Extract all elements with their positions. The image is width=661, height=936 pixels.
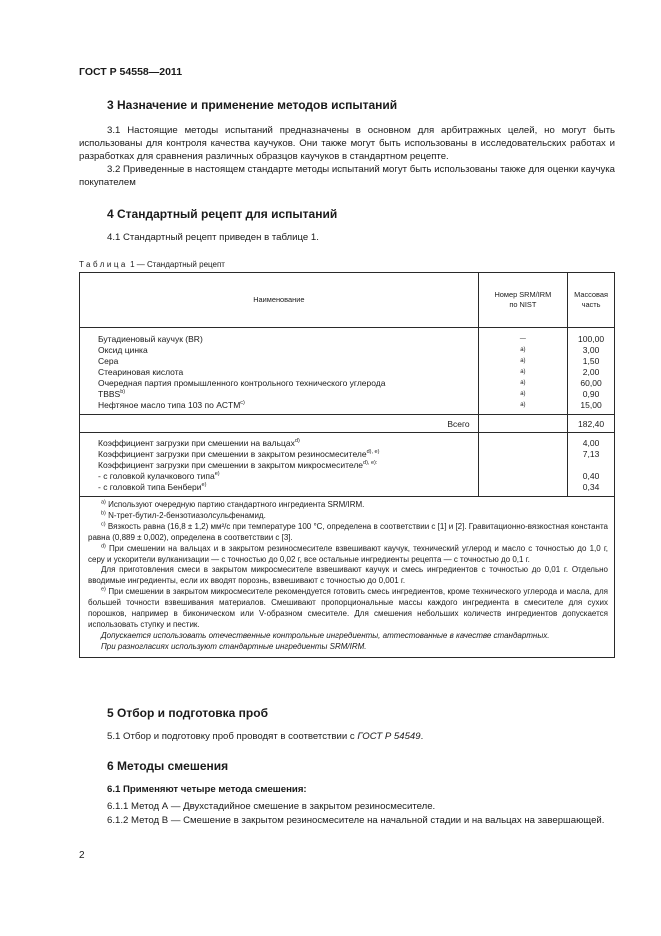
section-5-title: 5 Отбор и подготовка проб (107, 706, 269, 720)
ingredient-refs (479, 334, 567, 411)
factor-value: 4,00 (582, 438, 600, 448)
ingredient-name: Стеариновая кислота (98, 367, 184, 377)
ingredient-name: TBBS$^{b)}$ (98, 389, 126, 399)
paragraph-5-1: 5.1 Отбор и подготовку проб проводят в соответствии с ГОСТ Р 54549. (107, 731, 424, 742)
recipe-table (79, 272, 615, 658)
factor-name: - с головкой кулачкового типа$^{e)}$ (98, 471, 220, 481)
ingredients-row (80, 328, 615, 415)
table-footnotes (80, 497, 615, 658)
ingredient-value: 60,00 (580, 378, 602, 388)
paragraph-3-2: 3.2 Приведенные в настоящем стандарте методы испытаний могут быть использованы также для оценки каучука покупателем (79, 164, 615, 188)
total-row (80, 415, 615, 433)
section-3-title: 3 Назначение и применение методов испытаний (107, 98, 398, 112)
ingredient-ref: а) (520, 369, 526, 375)
footnote-d-continued: Для приготовления смеси в закрытом микросмесителе взвешивают каучук и смесь ингредиентов с точностью до 0,01 г. Отдельно вводимые ингредиенты, если их вводят порознь, взвешивают с точностью до 0,001 г. (88, 565, 608, 586)
ingredient-name: Очередная партия промышленного контрольного технического углерода (98, 378, 386, 388)
ingredient-ref: а) (520, 380, 526, 386)
factor-value: 7,13 (582, 449, 600, 459)
column-header-srm: Номер SRM/IRM по NIST (478, 273, 567, 328)
ingredient-name: Нефтяное масло типа 103 по ACTM$^{c)}$ (98, 400, 245, 410)
standard-reference: ГОСТ Р 54549 (357, 731, 421, 742)
factor-name: Коэффициент загрузки при смешении в закрытом микросмесителе$^{d), e):}$ (98, 460, 378, 470)
factor-value: 0,40 (582, 471, 600, 481)
factors-row (80, 433, 615, 497)
ingredient-values (568, 334, 614, 411)
total-value: 182,40 (578, 418, 605, 429)
ingredient-ref: а) (520, 402, 526, 408)
footnote-c: $^{c)}$ Вязкость равна (16,8 ± 1,2) мм²/с при температуре 100 °С, определена в соответствии с [1] и [2]. Гравитационно-вязкостная константа равна (0,889 ± 0,002), определена в соответствии с [3]. (88, 521, 608, 542)
footnotes-row (80, 497, 615, 658)
page-number: 2 (79, 850, 85, 861)
ingredient-name: Сера (98, 356, 119, 366)
paragraph-6-1-1: 6.1.1 Метод А — Двухстадийное смешение в закрытом резиносмесителе. (107, 801, 436, 812)
ingredient-name: Оксид цинка (98, 345, 148, 355)
factor-value (568, 460, 614, 471)
factor-name: Коэффициент загрузки при смешении в закрытом резиносмесителе$^{d), e)}$ (98, 449, 380, 459)
ingredient-ref: а) (520, 358, 526, 364)
table-caption: Таблица 1 — Стандартный рецепт (79, 260, 225, 269)
ingredient-value: 15,00 (580, 400, 602, 410)
footnote-note-2: При разногласиях используют стандартные ингредиенты SRM/IRM. (101, 641, 367, 651)
ingredient-name: Бутадиеновый каучук (BR) (98, 334, 203, 344)
ingredient-value: 1,50 (582, 356, 600, 366)
paragraph-6-1: 6.1 Применяют четыре метода смешения: (107, 784, 307, 795)
ingredient-names (98, 334, 478, 411)
footnote-b: $^{b)}$ N-трет-бутил-2-бензотиазолсульфенамид. (101, 510, 266, 520)
paragraph-6-1-2: 6.1.2 Метод В — Смешение в закрытом резиносмесителе на начальной стадии и на вальцах на завершающей. (107, 815, 605, 826)
ingredient-value: 0,90 (582, 389, 600, 399)
ingredient-value: 100,00 (578, 334, 605, 344)
section-4-title: 4 Стандартный рецепт для испытаний (107, 207, 338, 221)
factor-values (568, 438, 614, 493)
factor-name: Коэффициент загрузки при смешении на вальцах$^{d)}$ (98, 438, 300, 448)
column-header-mass: Массовая часть (568, 273, 615, 328)
column-header-name: Наименование (80, 273, 479, 328)
ingredient-value: 3,00 (582, 345, 600, 355)
footnote-e: $^{e)}$ При смешении в закрытом микросмесителе рекомендуется готовить смесь ингредиентов, кроме технического углерода и масла, для большей точности взвешивания материалов. Смешивают пропорциональные массы каждого ингредиента в смесителе для сухих порошков, например в биконическом или V-образном смесителе. Для смешения небольших количеств ингредиентов допускается использовать ступку и пестик. (88, 586, 608, 629)
paragraph-4-1: 4.1 Стандартный рецепт приведен в таблице 1. (107, 232, 319, 243)
total-label: Всего (447, 418, 470, 429)
ingredient-ref: а) (520, 391, 526, 397)
paragraph-3-1: 3.1 Настоящие методы испытаний предназначены в основном для арбитражных целей, но могут быть использованы для контроля качества каучуков. Они также могут быть использованы в исследовательских работах и разработках для сравнения различных образцов каучуков в стандартном рецепте. (79, 125, 615, 162)
ingredient-ref: — (519, 336, 526, 342)
footnote-note-1: Допускается использовать отечественные контрольные ингредиенты, аттестованные в качестве стандартных. (101, 630, 550, 640)
factor-names (98, 438, 478, 493)
factor-name: - с головкой типа Бенбери$^{e)}$ (98, 482, 207, 492)
footnote-a: $^{а)}$ Используют очередную партию стандартного ингредиента SRM/IRM. (101, 499, 365, 509)
factor-value: 0,34 (582, 482, 600, 492)
ingredient-value: 2,00 (582, 367, 600, 377)
footnote-d: $^{d)}$ При смешении на вальцах и в закрытом резиносмесителе взвешивают каучук, технический углерод и масло с точностью до 1,0 г, серу и ускорители вулканизации — с точностью до 0,02 г, все остальные ингредиенты рецепта — с точностью до 0,1 г. (88, 542, 608, 564)
document-header: ГОСТ Р 54558—2011 (79, 66, 183, 78)
section-6-title: 6 Методы смешения (107, 759, 229, 773)
ingredient-ref: а) (520, 347, 526, 353)
